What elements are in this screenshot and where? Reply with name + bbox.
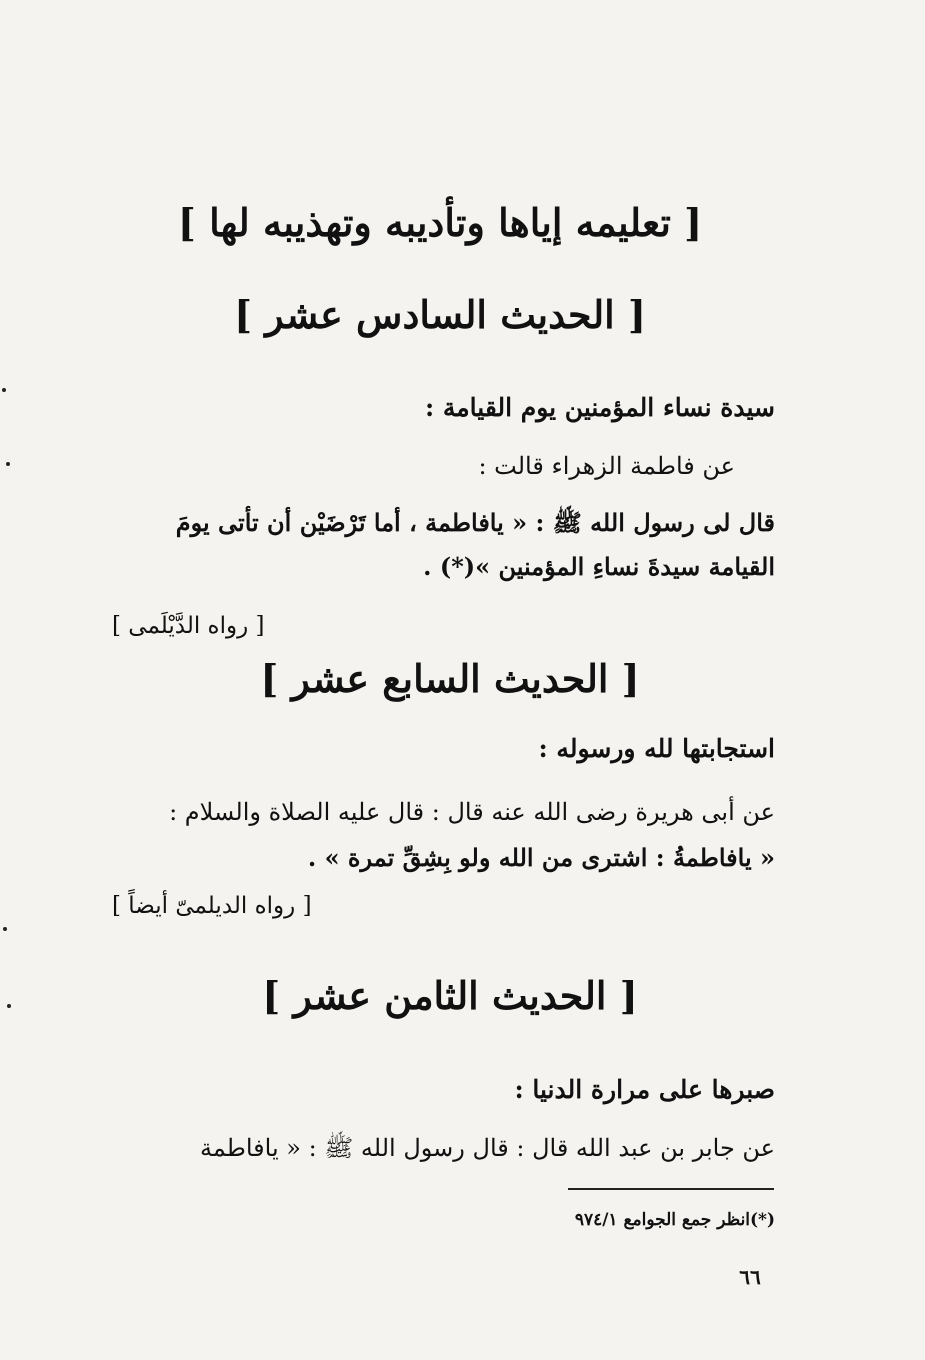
hadith-18-text-line-1: عن جابر بن عبد الله قال : قال رسول الله ﷺ : « يافاطمة — [200, 1134, 775, 1162]
scan-speck — [3, 927, 7, 931]
hadith-17-text-line-2: « يافاطمةُ : اشترى من الله ولو بِشِقِّ تمرة » . — [307, 843, 775, 872]
page-number: ٦٦ — [739, 1265, 761, 1289]
footnote-rule — [568, 1188, 774, 1190]
hadith-16-heading: [ الحديث السادس عشر ] — [234, 292, 646, 337]
footnote: (*)انظر جمع الجوامع ٩٧٤/١ — [574, 1210, 775, 1230]
hadith-16-narrator: عن فاطمة الزهراء قالت : — [478, 452, 735, 480]
hadith-18-subtitle: صبرها على مرارة الدنيا : — [514, 1075, 775, 1104]
chapter-title: [ تعليمه إياها وتأديبه وتهذيبه لها ] — [177, 200, 703, 245]
scan-speck — [7, 1004, 11, 1008]
hadith-16-text-line-2: القيامة سيدةَ نساءِ المؤمنين »(*) . — [423, 552, 775, 581]
scan-speck — [6, 462, 10, 466]
hadith-18-heading: [ الحديث الثامن عشر ] — [262, 973, 638, 1018]
hadith-17-heading: [ الحديث السابع عشر ] — [260, 656, 640, 701]
hadith-17-source: [ رواه الديلمىّ أيضاً ] — [112, 893, 312, 919]
hadith-16-text-line-1: قال لى رسول الله ﷺ : « يافاطمة ، أما تَرْضَيْن أن تأتى يومَ — [175, 508, 775, 537]
hadith-16-subtitle: سيدة نساء المؤمنين يوم القيامة : — [424, 393, 775, 422]
hadith-17-text-line-1: عن أبى هريرة رضى الله عنه قال : قال عليه الصلاة والسلام : — [169, 798, 775, 826]
scan-speck — [2, 388, 6, 392]
hadith-16-source: [ رواه الدَّيْلَمى ] — [112, 613, 265, 639]
hadith-17-subtitle: استجابتها لله ورسوله : — [538, 734, 775, 763]
